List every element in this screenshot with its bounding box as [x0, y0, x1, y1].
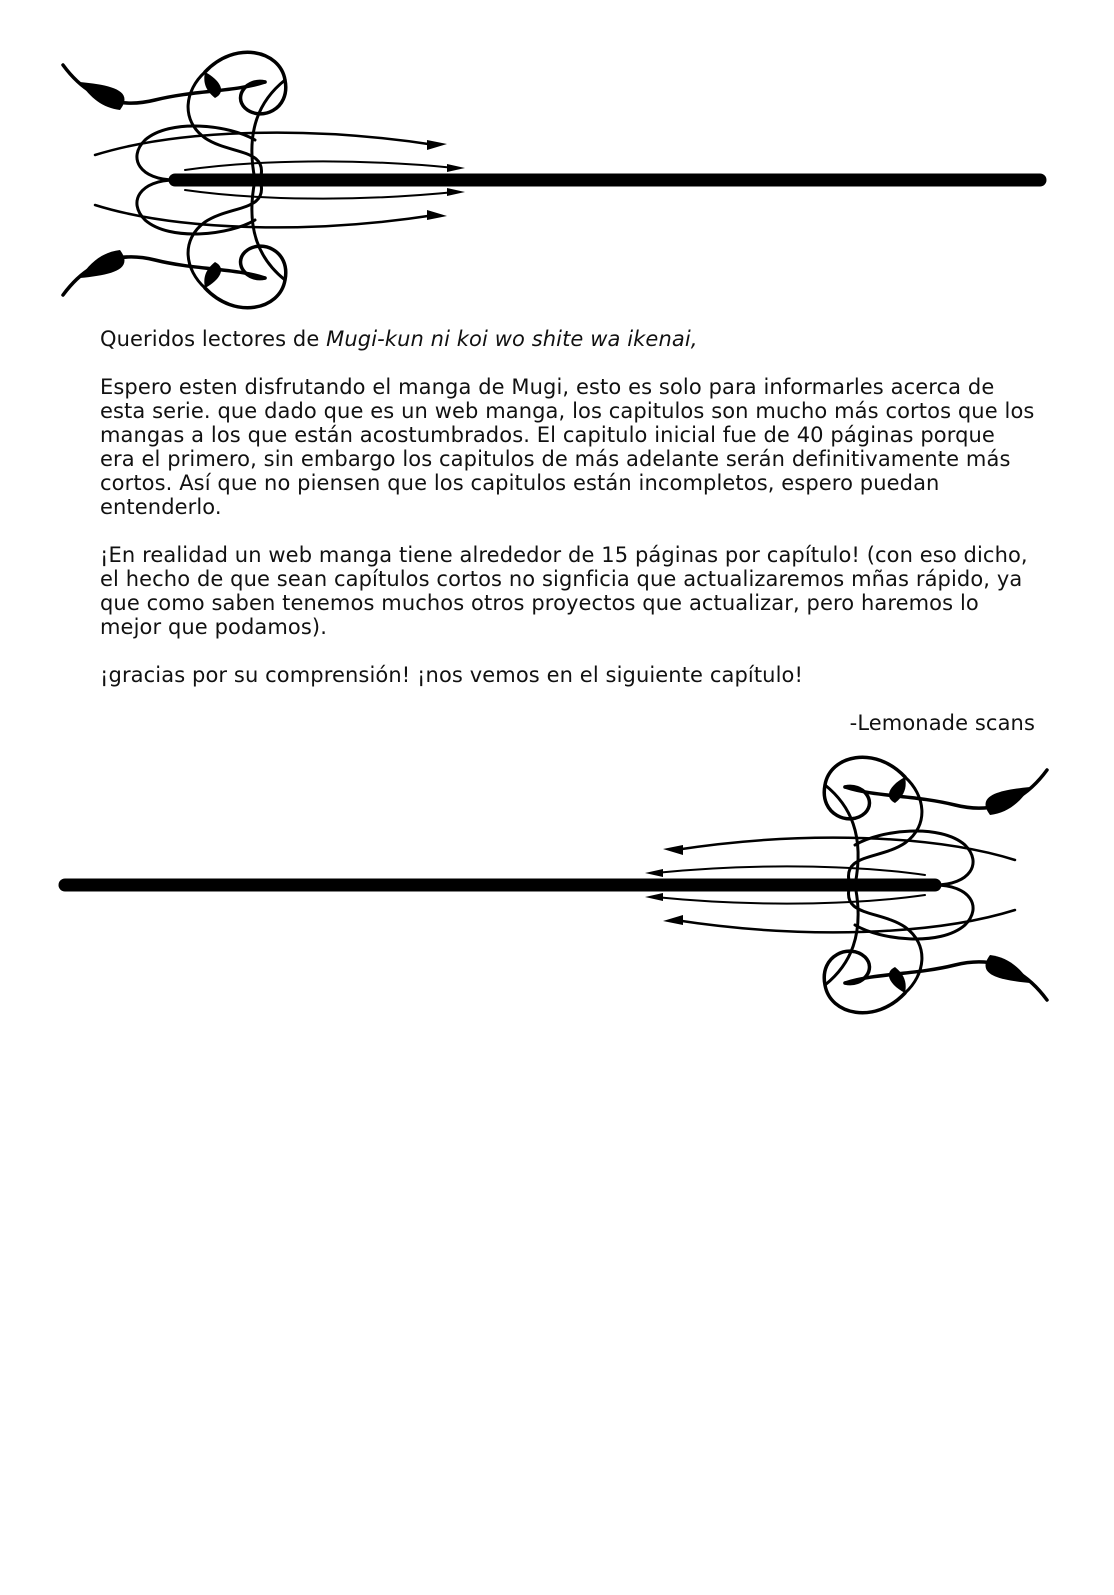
bottom-flourish-ornament	[55, 740, 1055, 1040]
ornament-leaf	[80, 82, 124, 110]
ornament-line	[655, 895, 925, 904]
greeting-prefix: Queridos lectores de	[100, 327, 327, 351]
ornament-stem	[825, 885, 858, 985]
ornament-leaf	[204, 72, 221, 98]
ornament-stem	[252, 80, 285, 180]
letter-body	[100, 325, 1035, 735]
ornament-leaf	[427, 210, 447, 220]
ornament-leaf	[889, 777, 906, 803]
ornament-leaf	[204, 262, 221, 288]
ornament-stem	[825, 785, 858, 885]
ornament-line	[185, 190, 455, 199]
ornament-line	[675, 838, 1015, 860]
series-title: Mugi-kun ni koi wo shite wa ikenai,	[326, 327, 698, 351]
greeting-line	[100, 327, 1035, 351]
ornament-leaf	[427, 140, 447, 150]
ornament-line	[95, 133, 435, 155]
ornament-leaf	[663, 915, 683, 925]
ornament-leaf	[80, 250, 124, 278]
paragraph-chapter-length: Espero esten disfrutando el manga de Mugi, esto es solo para informarles acerca de esta serie. que dado que es un web manga, los capitulos son mucho más cortos que los mangas a los que están acostumbrados. El capitulo inicial fue de 40 páginas porque era el primero, sin embargo los capitulos de más adelante serán definitivamente más cortos. Así que no piensen que los capitulos están incompletos, espero puedan entenderlo.	[100, 375, 1035, 519]
signature: -Lemonade scans	[849, 711, 1035, 735]
ornament-leaf	[986, 787, 1030, 815]
ornament-leaf	[986, 955, 1030, 983]
top-flourish-ornament	[55, 30, 1055, 330]
ornament-leaf	[663, 845, 683, 855]
ornament-leaf	[645, 869, 663, 877]
paragraph-web-manga-pages: ¡En realidad un web manga tiene alrededor de 15 páginas por capítulo! (con eso dicho, el hecho de que sean capítulos cortos no signficia que actualizaremos mñas rápido, ya que como saben tenemos muchos otros proyectos que actualizar, pero haremos lo mejor que podamos).	[100, 543, 1028, 639]
paragraph-thanks: ¡gracias por su comprensión! ¡nos vemos en el siguiente capítulo!	[100, 663, 803, 687]
ornament-line	[95, 205, 435, 227]
ornament-stem	[252, 180, 285, 280]
ornament-line	[655, 866, 925, 875]
ornament-line	[675, 910, 1015, 932]
ornament-leaf	[447, 188, 465, 196]
ornament-leaf	[447, 164, 465, 172]
ornament-leaf	[889, 967, 906, 993]
ornament-leaf	[645, 893, 663, 901]
ornament-line	[185, 161, 455, 170]
